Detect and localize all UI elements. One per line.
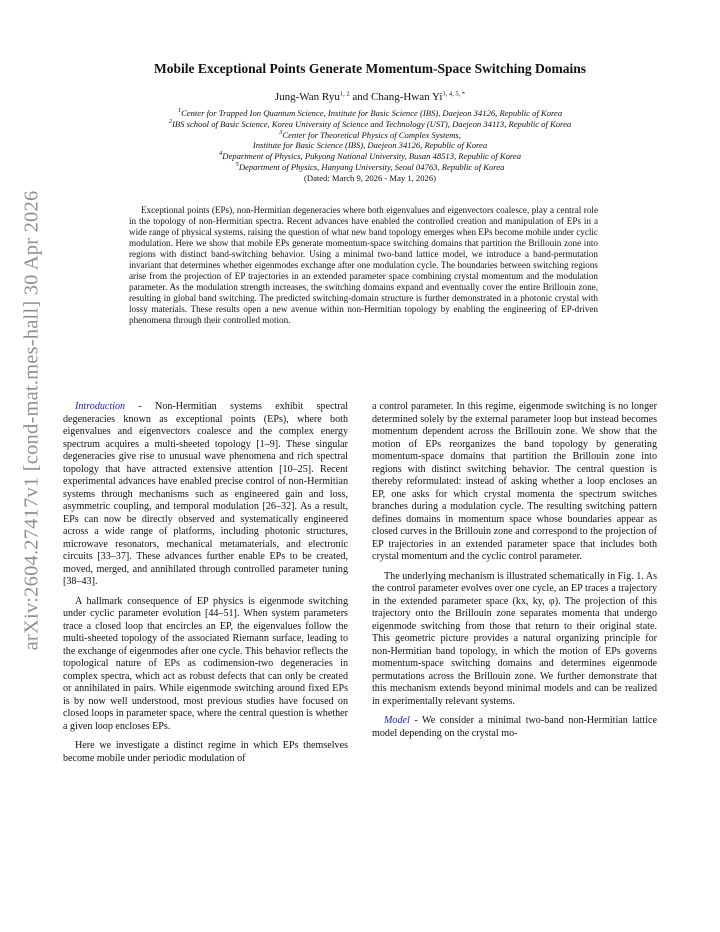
paragraph-mechanism: The underlying mechanism is illustrated schematically in Fig. 1. As the control parameter evolves over one cycle, an EP traces a trajectory in the extended parameter space (kx, ky, φ). The projection of this trajectory onto the Brillouin zone separates momenta that undergo eigenmode switching from those that return to their original state. This geometric picture provides a natural organizing principle for non-Hermitian band topology, in which the motion of EPs governs momentum-space switching domains and determines eigenmode permutations across the Brillouin zone. We further demonstrate that this mechanism extends beyond minimal models and can be realized in experimentally relevant systems. [372,570,657,707]
author-line [60,90,680,104]
author-1-affil: 1, 2 [339,90,350,98]
author-and: and [352,91,369,103]
right-column [372,401,657,747]
author-2: Chang-Hwan Yi [370,91,443,103]
paragraph-model: Model - We consider a minimal two-band non-Hermitian lattice model depending on the crystal mo- [372,715,657,739]
section-heading-model[interactable]: Model [384,715,410,726]
left-column [63,401,348,772]
paragraph-continued: a control parameter. In this regime, eigenmode switching is no longer determined solely by the external parameter loop but instead becomes momentum dependent across the Brillouin zone. We show that the motion of EPs reorganizes the band topology by generating momentum-space domains that partition the Brillouin zone into regions with distinct switching behavior. The central question is thereby reformulated: instead of asking whether a loop encloses an EP, one asks for which crystal momenta the spectrum switches branches during a modulation cycle. The resulting switching pattern defines domains in momentum space whose boundaries appear as closed curves in the Brillouin zone and correspond to the projection of EP trajectories in an extended parameter space that includes both crystal momentum and the cyclic control parameter. [372,401,657,562]
paper-title: Mobile Exceptional Points Generate Momentum-Space Switching Domains [154,61,586,76]
author-1: Jung-Wan Ryu [274,91,340,103]
arxiv-side-identifier [14,160,50,680]
affiliation-3-cont: Institute for Basic Science (IBS), Daejeon 34126, Republic of Korea [252,140,488,151]
dated-line: (Dated: March 9, 2026 - May 1, 2026) [304,172,436,183]
affiliations [60,108,680,184]
abstract: Exceptional points (EPs), non-Hermitian degeneracies where both eigenvalues and eigenvectors coalesce, play a central role in the topology of non-Hermitian spectra. Recent advances have enabled the controlled creation and manipulation of EPs in a wide range of physical systems, raising the question of what new band topology emerges when EPs become mobile under cyclic modulation. Here we show that mobile EPs generate momentum-space switching domains that partition the Brillouin zone into regions with distinct band-switching behavior. Using a minimal two-band lattice model, we introduce a band-permutation invariant that determines whether eigenmodes exchange after one modulation cycle. The boundaries between switching regions arise from the projection of EP trajectories in an extended parameter space combining crystal momentum and the modulation parameter. As the modulation strength increases, the switching domains expand and eventually cover the entire Brillouin zone, resulting in global band switching. The predicted switching-domain structure is further demonstrated in a photonic crystal with lossy materials. These results open a new avenue within non-Hermitian topology by enabling the engineering of EP-driven phenomena through their controlled motion. [129,205,598,326]
paragraph-mobile-eps: Here we investigate a distinct regime in which EPs themselves become mobile under periodic modulation of [63,740,348,764]
paragraph-introduction: Introduction - Non-Hermitian systems exhibit spectral degeneracies known as exceptional points (EPs), where both eigenvalues and eigenvectors coalesce and the complex energy spectrum acquires a multi-sheeted topology [1–9]. These singular degeneracies give rise to unusual wave phenomena and rich spectral topology that have attracted extensive attention [10–25]. Recent experimental advances have enabled precise control of non-Hermitian systems through mechanisms such as engineered gain and loss, asymmetric coupling, and temporal modulation [26–32]. As a result, EPs can now be directly observed and systematically engineered across a wide range of platforms, including photonic structures, microwave resonators, mechanical metamaterials, and electronic circuits [33–37]. These advances further enable EPs to be created, moved, merged, and annihilated through controlled parameter tuning [38–43]. [63,401,348,587]
affiliation-3: $^3$Center for Theoretical Physics of Complex Systems, [279,128,461,140]
affiliation-5: $^5$Department of Physics, Hanyang University, Seoul 04763, Republic of Korea [235,161,505,172]
author-2-affil: 3, 4, 5, * [442,90,466,98]
section-heading-introduction[interactable]: Introduction [75,401,126,412]
affiliation-2: $^2$IBS school of Basic Science, Korea University of Science and Technology (UST), Daejeon 34113, Republic of Korea [168,117,572,129]
arxiv-id-text: arXiv:2604.27417v1 [cond-mat.mes-hall] 30 Apr 2026 [20,190,43,650]
affiliation-1: $^1$Center for Trapped Ion Quantum Science, Institute for Basic Science (IBS), Daejeon 34126, Republic of Korea [177,107,563,118]
paragraph-eigenmode-switching: A hallmark consequence of EP physics is eigenmode switching under cyclic parameter evolution [44–51]. When system parameters trace a closed loop that encircles an EP, the eigenvalues follow the multi-sheeted topology of the associated Riemann surface, leading to the exchange of eigenmodes after one cycle. This behavior reflects the topological nature of EPs as codimension-two degeneracies in complex spectra, which act as robust defects that can only be created or annihilated in pairs. While eigenmode switching around fixed EPs is by now well understood, most previous studies have focused on closed loops in parameter space, where the central question is whether a given loop encloses EPs. [63,595,348,732]
affiliation-4: $^4$Department of Physics, Pukyong National University, Busan 48513, Republic of Korea [219,150,521,162]
